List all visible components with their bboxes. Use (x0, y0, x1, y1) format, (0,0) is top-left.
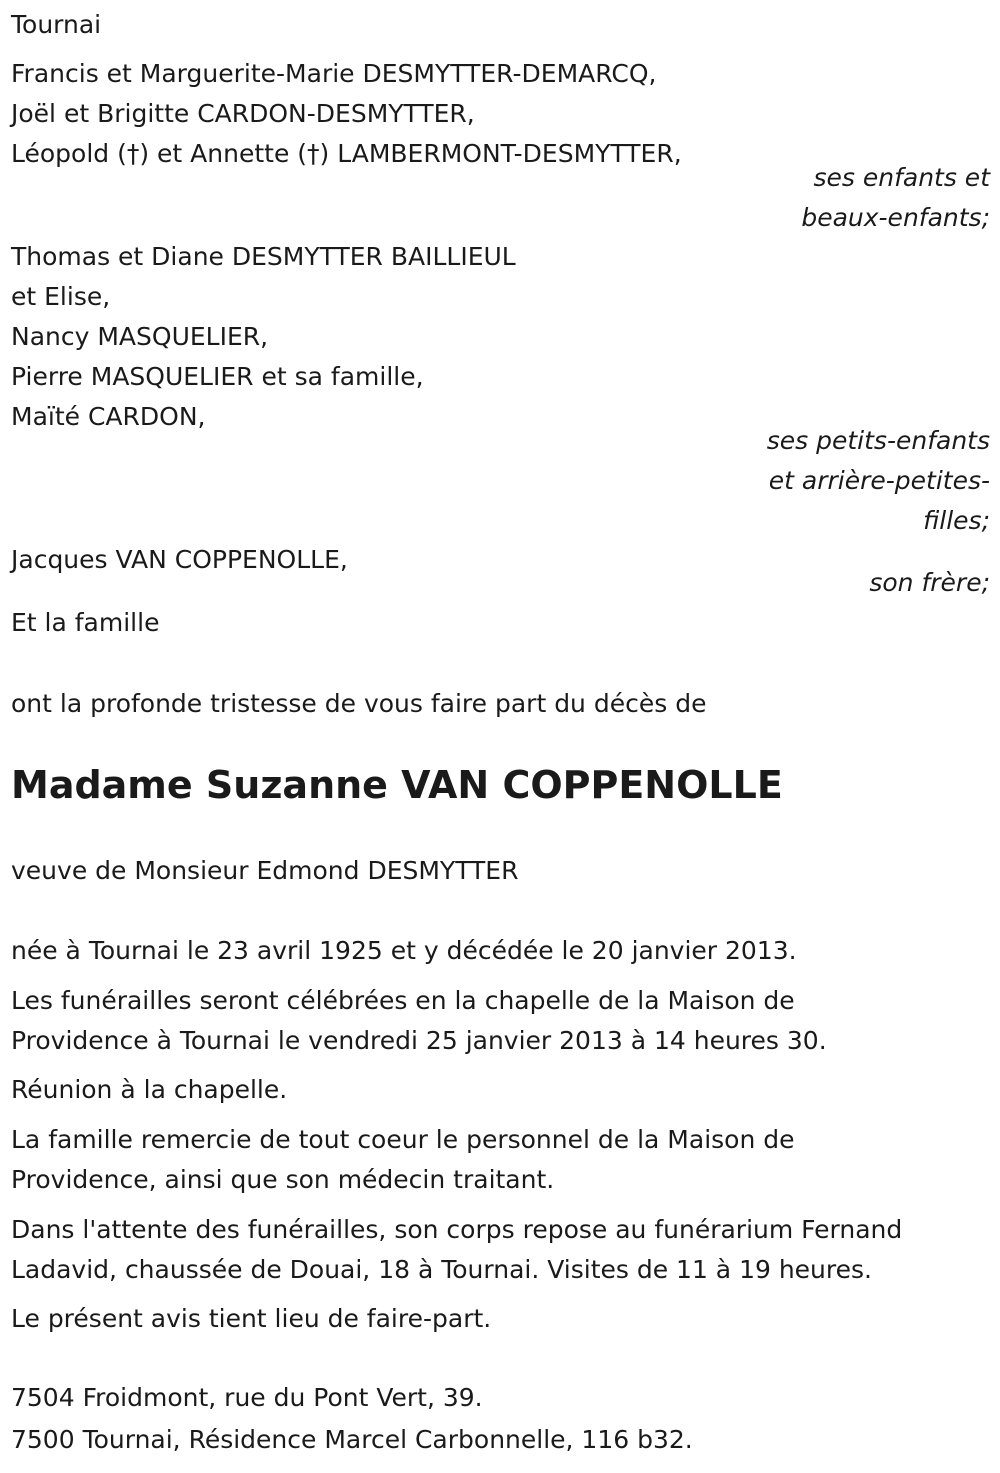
sibling-line: Jacques VAN COPPENOLLE, (11, 545, 348, 574)
birth-death: née à Tournai le 23 avril 1925 et y décédée le 20 janvier 2013. (11, 936, 797, 965)
family-line: Et la famille (11, 608, 160, 637)
city: Tournai (11, 10, 102, 39)
address-line: 7504 Froidmont, rue du Pont Vert, 39. (11, 1383, 483, 1412)
funeral-line: Providence à Tournai le vendredi 25 janvier 2013 à 14 heures 30. (11, 1026, 827, 1055)
meeting: Réunion à la chapelle. (11, 1075, 288, 1104)
rest-line: Dans l'attente des funérailles, son corps repose au funérarium Fernand (11, 1215, 903, 1244)
grandchild-line: et Elise, (11, 282, 111, 311)
role-children: beaux-enfants; (801, 203, 990, 232)
child-line: Francis et Marguerite-Marie DESMYTTER-DEMARCQ, (11, 59, 657, 88)
role-sibling: son frère; (869, 568, 990, 597)
grandchild-line: Nancy MASQUELIER, (11, 322, 269, 351)
child-line: Léopold (†) et Annette (†) LAMBERMONT-DESMYTTER, (11, 139, 682, 168)
role-children: ses enfants et (813, 163, 990, 192)
announcement: ont la profonde tristesse de vous faire part du décès de (11, 689, 707, 718)
deceased-name: Madame Suzanne VAN COPPENOLLE (11, 763, 783, 807)
notice: Le présent avis tient lieu de faire-part. (11, 1304, 492, 1333)
grandchild-line: Thomas et Diane DESMYTTER BAILLIEUL (11, 242, 516, 271)
role-grandchildren: filles; (923, 506, 990, 535)
grandchild-line: Maïté CARDON, (11, 402, 206, 431)
child-line: Joël et Brigitte CARDON-DESMYTTER, (11, 99, 475, 128)
grandchild-line: Pierre MASQUELIER et sa famille, (11, 362, 424, 391)
thanks-line: La famille remercie de tout coeur le personnel de la Maison de (11, 1125, 795, 1154)
funeral-line: Les funérailles seront célébrées en la chapelle de la Maison de (11, 986, 795, 1015)
widow-of: veuve de Monsieur Edmond DESMYTTER (11, 856, 519, 885)
thanks-line: Providence, ainsi que son médecin traitant. (11, 1165, 555, 1194)
address-line: 7500 Tournai, Résidence Marcel Carbonnelle, 116 b32. (11, 1425, 693, 1454)
role-grandchildren: et arrière-petites- (768, 466, 990, 495)
role-grandchildren: ses petits-enfants (766, 426, 990, 455)
rest-line: Ladavid, chaussée de Douai, 18 à Tournai. Visites de 11 à 19 heures. (11, 1255, 872, 1284)
